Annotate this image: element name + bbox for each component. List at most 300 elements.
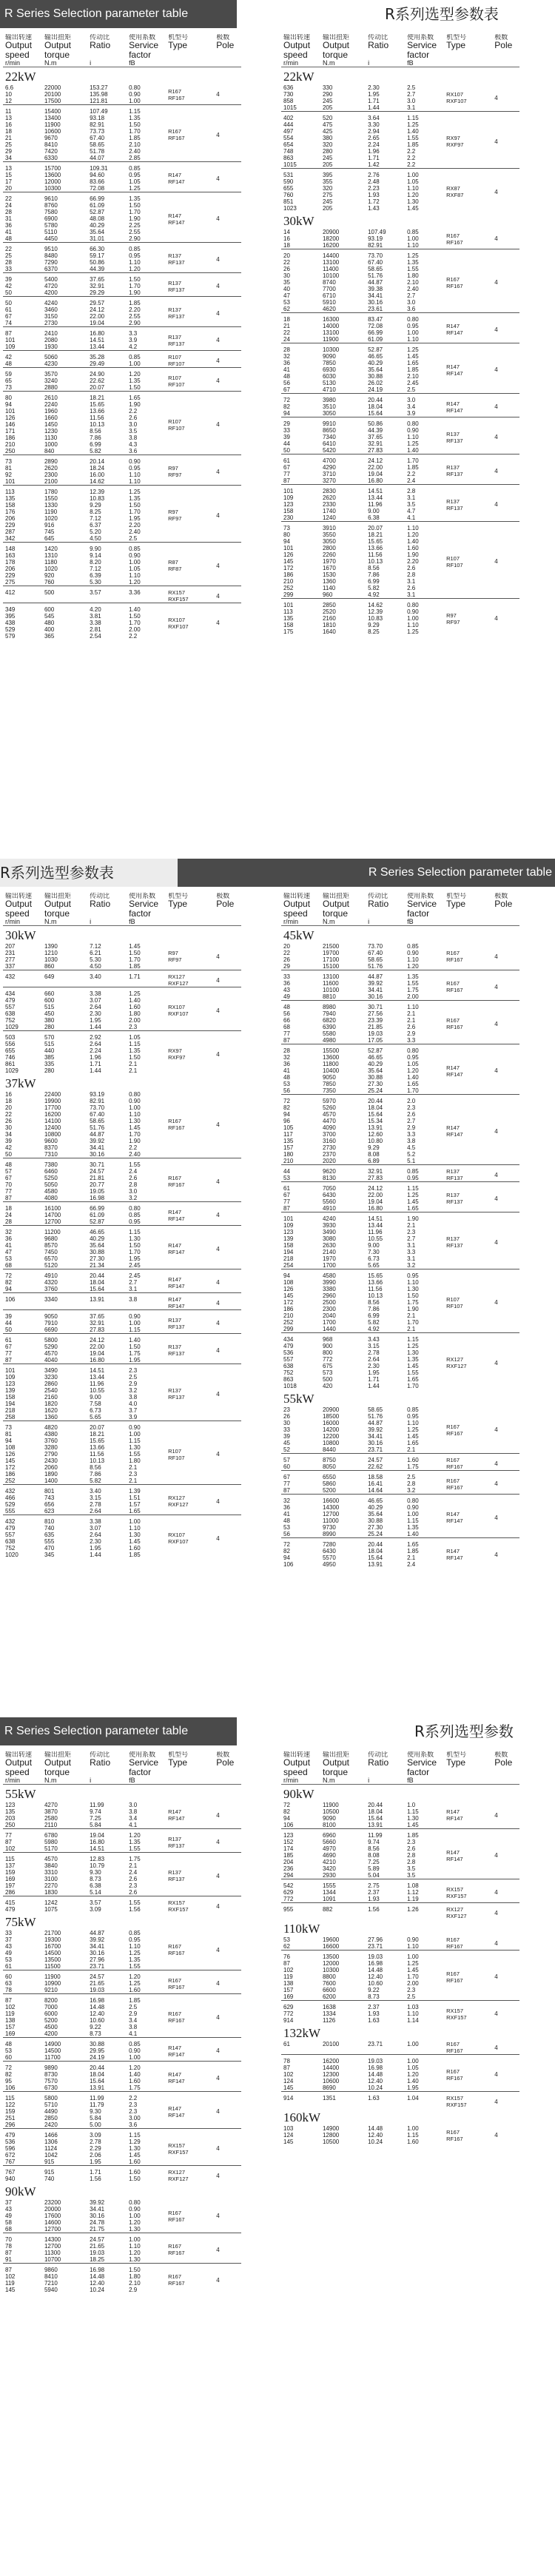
service-factor-cell: 4.0 — [129, 1401, 138, 1407]
service-factor-cell: 1.45 — [129, 943, 141, 950]
service-factor-cell: 0.85 — [407, 1406, 419, 1413]
service-factor-cell: 1.20 — [129, 2250, 141, 2256]
speed-cell: 66 — [283, 1017, 290, 1024]
header-row-units — [3, 60, 241, 67]
table-row — [281, 1044, 519, 1055]
ratio-cell: 21.75 — [90, 2226, 105, 2233]
service-factor-cell: 1.20 — [407, 531, 419, 538]
header-cn-cell: 输出扭矩 — [322, 893, 349, 899]
service-factor-cell: 2.3 — [407, 1987, 416, 1993]
torque-cell: 1620 — [44, 1407, 58, 1414]
service-factor-cell: 2.8 — [407, 1852, 416, 1859]
ratio-cell: 20.14 — [87, 455, 127, 466]
speed-cell: 175 — [283, 628, 294, 635]
pole-cell: 4 — [216, 1811, 220, 1819]
torque-cell: 1970 — [322, 558, 336, 565]
torque-cell: 9090 — [322, 353, 336, 360]
ratio-cell: 2.29 — [90, 2145, 101, 2152]
speed-cell: 432 — [3, 970, 42, 987]
torque-cell: 8370 — [44, 1144, 58, 1151]
torque-cell: 6900 — [44, 215, 58, 222]
header-en-cell: Pole — [494, 41, 513, 50]
speed-cell: 497 — [283, 128, 294, 135]
speed-cell: 101 — [5, 337, 16, 343]
ratio-cell: 7.12 — [90, 943, 101, 950]
header-unit-cell: r/min — [281, 919, 320, 926]
speed-cell: 185 — [283, 1852, 294, 1859]
speed-cell: 554 — [283, 135, 294, 141]
speed-cell: 434 — [281, 1333, 320, 1344]
service-factor-cell: 3.3 — [407, 1131, 416, 1138]
speed-cell: 102 — [283, 1967, 294, 1973]
ratio-cell: 3.15 — [368, 1343, 380, 1349]
model-type-cell: R137 RF137 — [166, 1334, 214, 1364]
service-factor-cell: 1.10 — [405, 522, 444, 532]
header-row-units — [281, 1777, 519, 1785]
speed-cell: 33 — [283, 1426, 290, 1433]
service-factor-cell: 1.30 — [129, 2256, 141, 2263]
service-factor-cell: 1.75 — [407, 1463, 419, 1470]
speed-cell: 638 — [283, 1363, 294, 1369]
service-factor-cell: 0.85 — [127, 243, 166, 253]
pole-cell: 4 — [492, 417, 519, 455]
model-type-cell: RX127 RXF127 — [444, 1903, 492, 1920]
ratio-cell: 15.65 — [90, 1438, 105, 1444]
power-section — [281, 212, 519, 229]
torque-cell: 5290 — [44, 1344, 58, 1350]
speed-cell: 12 — [5, 98, 12, 104]
service-factor-cell: 1.30 — [129, 1444, 141, 1451]
pole-cell: 4 — [214, 2038, 241, 2062]
speed-cell: 159 — [5, 2108, 16, 2115]
torque-cell: 515 — [44, 1041, 55, 1047]
ratio-cell: 11.99 — [87, 2092, 127, 2102]
ratio-cell: 14.51 — [366, 485, 405, 495]
ratio-cell: 66.99 — [87, 192, 127, 203]
torque-cell: 4040 — [44, 1357, 58, 1364]
ratio-cell: 5.89 — [368, 1865, 380, 1872]
service-factor-cell: 1.05 — [407, 2065, 419, 2071]
speed-cell: 61 — [5, 1963, 12, 1970]
model-type-cell: R137 RF137 — [166, 243, 214, 273]
power-section — [281, 1919, 519, 1936]
table-row — [3, 486, 241, 496]
ratio-cell: 93.18 — [90, 115, 105, 121]
ratio-cell: 30.88 — [368, 1074, 383, 1081]
table-row — [3, 1421, 241, 1432]
table-row — [281, 599, 519, 609]
ratio-cell: 10.80 — [368, 1138, 383, 1144]
pole-cell: 4 — [492, 1182, 519, 1212]
torque-cell: 2630 — [322, 1242, 336, 1249]
speed-cell: 158 — [5, 502, 16, 509]
pole-cell: 4 — [214, 162, 241, 192]
service-factor-cell: 1.10 — [129, 1525, 141, 1532]
service-factor-cell: 0.90 — [407, 950, 419, 956]
pole-cell: 4 — [214, 1829, 241, 1853]
service-factor-cell: 1.10 — [407, 1420, 419, 1426]
model-type-cell: RX107 RXF107 — [166, 1515, 214, 1559]
ratio-cell: 16.98 — [368, 2065, 383, 2071]
speed-cell: 26 — [283, 956, 290, 963]
speed-cell: 18 — [5, 128, 12, 135]
torque-cell: 320 — [322, 185, 333, 192]
header-unit-cell: i — [87, 1777, 127, 1785]
torque-cell: 2430 — [44, 1458, 58, 1464]
ratio-cell: 44.87 — [368, 1420, 383, 1426]
speed-cell: 53 — [5, 1255, 12, 1262]
torque-cell: 960 — [322, 591, 333, 598]
ratio-cell: 30.16 — [90, 2213, 105, 2219]
ratio-cell: 73.70 — [90, 1104, 105, 1111]
speed-cell: 36 — [283, 1061, 290, 1067]
speed-cell: 20 — [283, 943, 290, 950]
ratio-cell: 16.80 — [368, 477, 383, 484]
pole-cell: 4 — [492, 1001, 519, 1044]
speed-cell: 752 — [5, 1545, 16, 1552]
service-factor-cell: 1.08 — [405, 1879, 444, 1890]
model-type-cell: RX157 RXF157 — [444, 1879, 492, 1903]
torque-cell: 10100 — [322, 272, 340, 279]
model-type-cell: R137 RF137 — [444, 1182, 492, 1212]
ratio-cell: 1.56 — [90, 2176, 101, 2182]
speed-cell: 48 — [281, 1001, 320, 1011]
ratio-cell: 30.88 — [368, 1517, 383, 1524]
torque-cell: 8200 — [42, 1994, 87, 2005]
service-factor-cell: 1.40 — [407, 538, 419, 545]
service-factor-cell: 0.90 — [127, 1421, 166, 1432]
speed-cell: 72 — [3, 2062, 42, 2072]
ratio-cell: 82.91 — [368, 242, 383, 249]
header-unit-cell — [444, 60, 492, 67]
speed-cell: 22 — [3, 243, 42, 253]
service-factor-cell: 1.70 — [129, 1131, 141, 1138]
ratio-cell: 2.30 — [368, 1363, 380, 1369]
speed-cell: 503 — [3, 1031, 42, 1042]
speed-cell: 172 — [5, 1464, 16, 1471]
ratio-cell: 5.84 — [90, 1822, 101, 1828]
ratio-cell: 34.41 — [368, 987, 383, 993]
speed-cell: 57 — [281, 1454, 320, 1464]
service-factor-cell: 1.00 — [129, 1431, 141, 1438]
ratio-cell: 9.22 — [90, 2024, 101, 2030]
header-en-cell: Ratio — [90, 1758, 111, 1768]
ratio-cell: 94.60 — [90, 172, 105, 178]
model-type-cell: R167 RF167 — [444, 1471, 492, 1495]
speed-cell: 180 — [283, 1151, 294, 1158]
torque-cell: 14300 — [322, 1504, 340, 1511]
header-cn-cell: 极数 — [216, 1751, 230, 1758]
torque-cell: 15700 — [42, 162, 87, 172]
torque-cell: 13100 — [320, 970, 366, 981]
header-unit-cell: N.m — [320, 60, 366, 67]
speed-cell: 135 — [5, 495, 16, 502]
torque-cell: 11300 — [44, 2250, 61, 2256]
speed-cell: 36 — [283, 360, 290, 366]
speed-cell: 629 — [281, 2001, 320, 2011]
torque-cell: 4980 — [322, 1037, 336, 1044]
speed-cell: 94 — [5, 401, 12, 408]
ratio-cell: 1.71 — [368, 155, 380, 161]
power-section — [3, 926, 241, 944]
pole-cell: 4 — [214, 970, 241, 987]
service-factor-cell: 2.10 — [129, 2280, 141, 2287]
service-factor-cell: 1.00 — [127, 2233, 166, 2244]
header-cn-cell: 极数 — [216, 34, 230, 41]
service-factor-cell: 2.8 — [407, 1859, 416, 1865]
service-factor-cell: 1.00 — [129, 2054, 141, 2061]
header-en-cell: Output torque — [44, 41, 72, 60]
header-unit-cell: fB — [405, 1777, 444, 1785]
torque-cell: 12300 — [322, 2071, 340, 2078]
speed-cell: 555 — [5, 1508, 16, 1515]
service-factor-cell: 1.60 — [405, 1454, 444, 1464]
service-factor-cell: 1.20 — [127, 368, 166, 378]
ratio-cell: 30.88 — [368, 373, 383, 380]
ratio-cell: 67.40 — [368, 259, 383, 266]
torque-cell: 6200 — [322, 1993, 336, 2000]
service-factor-cell: 3.5 — [407, 1872, 416, 1879]
service-factor-cell: 1.65 — [129, 1508, 141, 1515]
header-row-cn — [3, 1751, 241, 1758]
speed-cell: 26 — [283, 1413, 290, 1420]
torque-cell: 12700 — [44, 2243, 61, 2250]
speed-cell: 22 — [5, 1111, 12, 1118]
service-factor-cell: 2.2 — [407, 471, 416, 477]
speed-cell: 123 — [281, 1829, 320, 1839]
speed-cell: 106 — [3, 1293, 42, 1310]
torque-cell: 20900 — [322, 229, 340, 235]
speed-cell: 16 — [5, 1091, 12, 1098]
header-cn-cell: 传动比 — [368, 34, 388, 41]
speed-cell: 91 — [5, 2256, 12, 2263]
torque-cell: 275 — [322, 192, 333, 198]
torque-cell: 15100 — [322, 963, 340, 970]
pole-cell: 4 — [492, 1269, 519, 1333]
power-rating-label: 160kW — [283, 2110, 321, 2124]
service-factor-cell: 2.1 — [407, 1222, 416, 1229]
ratio-cell: 18.21 — [87, 392, 127, 402]
ratio-cell: 13.91 — [90, 2084, 105, 2091]
speed-cell: 119 — [5, 2280, 15, 2287]
speed-cell: 41 — [5, 1242, 12, 1249]
table-row — [281, 970, 519, 981]
ratio-cell: 14.48 — [368, 2071, 383, 2078]
model-type-cell: R147 RF147 — [166, 1226, 214, 1269]
service-factor-cell: 1.80 — [407, 272, 419, 279]
header-en-cell: Output speed — [5, 899, 33, 919]
model-type-cell: R167 RF167 — [166, 1970, 214, 1994]
service-factor-cell: 2.55 — [129, 229, 141, 235]
ratio-cell: 40.29 — [368, 1504, 383, 1511]
ratio-cell: 4.92 — [368, 591, 380, 598]
speed-cell: 42 — [5, 283, 12, 289]
speed-cell: 45 — [283, 1440, 290, 1446]
speed-cell: 73 — [3, 1421, 42, 1432]
speed-cell: 299 — [283, 591, 294, 598]
speed-cell: 29 — [5, 148, 12, 155]
header-row-units — [3, 919, 241, 926]
speed-cell: 39 — [5, 1138, 12, 1144]
table-row — [3, 1802, 241, 1808]
torque-cell: 9050 — [322, 1074, 336, 1081]
pole-cell: 4 — [216, 1946, 220, 1953]
service-factor-cell: 2.20 — [407, 558, 419, 565]
torque-cell: 9620 — [320, 1165, 366, 1175]
torque-cell: 840 — [44, 448, 55, 455]
ratio-cell: 10.24 — [368, 2139, 383, 2145]
torque-cell: 573 — [322, 1369, 333, 1376]
speed-cell: 1015 — [283, 104, 297, 111]
selection-table — [3, 1751, 241, 2293]
model-type-cell: R137 RF137 — [444, 455, 492, 485]
service-factor-cell: 1.30 — [129, 2145, 141, 2152]
torque-cell: 1400 — [44, 1477, 58, 1484]
service-factor-cell: 3.0 — [405, 394, 444, 404]
speed-cell: 44 — [283, 440, 290, 447]
pole-cell: 4 — [214, 586, 241, 603]
torque-cell: 15500 — [320, 1044, 366, 1055]
service-factor-cell: 1.71 — [127, 970, 166, 987]
ratio-cell: 24.19 — [90, 2054, 105, 2061]
header-cn-cell: 极数 — [494, 1751, 508, 1758]
speed-cell: 432 — [3, 1515, 42, 1526]
speed-cell: 50 — [3, 297, 42, 307]
pole-cell: 4 — [214, 2129, 241, 2166]
service-factor-cell: 2.1 — [129, 1464, 138, 1471]
service-factor-cell: 2.3 — [127, 1364, 166, 1375]
torque-cell: 14300 — [42, 2233, 87, 2244]
ratio-cell: 67.40 — [368, 950, 383, 956]
speed-cell: 186 — [283, 571, 294, 578]
pole-cell: 4 — [214, 1421, 241, 1485]
speed-cell: 152 — [283, 1839, 294, 1845]
speed-cell: 37 — [5, 1936, 12, 1943]
ratio-cell: 11.79 — [90, 2102, 104, 2108]
ratio-cell: 1.56 — [366, 1903, 405, 1920]
speed-cell: 106 — [283, 1561, 294, 1568]
ratio-cell: 82.91 — [90, 1098, 105, 1104]
ratio-cell: 44.39 — [90, 266, 105, 272]
speed-cell: 636 — [283, 84, 294, 91]
torque-cell: 7050 — [320, 1182, 366, 1193]
model-type-cell: R147 RF147 — [444, 1538, 492, 1569]
service-factor-cell: 1.60 — [407, 2139, 419, 2145]
ratio-cell: 19.04 — [368, 471, 383, 477]
service-factor-cell: 1.45 — [407, 205, 419, 212]
torque-cell: 205 — [322, 104, 333, 111]
speed-cell: 172 — [283, 565, 294, 571]
service-factor-cell: 2.90 — [129, 320, 141, 326]
speed-cell: 479 — [3, 2129, 42, 2139]
ratio-cell: 20.44 — [368, 1802, 383, 1808]
ratio-cell: 1.72 — [368, 198, 380, 205]
table-row — [3, 1930, 241, 1936]
ratio-cell: 19.03 — [368, 1030, 383, 1037]
ratio-cell: 21.81 — [90, 1175, 105, 1181]
service-factor-cell: 3.6 — [407, 306, 416, 312]
pole-cell: 4 — [214, 1994, 241, 2038]
service-factor-cell: 0.80 — [405, 599, 444, 609]
speed-cell: 15 — [5, 172, 12, 178]
pole-cell: 4 — [494, 94, 498, 101]
torque-cell: 22400 — [44, 1091, 61, 1098]
speed-cell: 229 — [5, 522, 16, 529]
header-cn-cell: 使用系数 — [407, 34, 434, 41]
ratio-cell: 10.83 — [368, 615, 383, 622]
service-factor-cell: 0.95 — [129, 465, 141, 472]
speed-cell: 194 — [5, 1401, 16, 1407]
speed-cell: 206 — [5, 566, 16, 572]
ratio-cell: 135.98 — [90, 91, 108, 98]
speed-cell: 32 — [3, 1226, 42, 1236]
service-factor-cell: 2.10 — [407, 373, 419, 380]
ratio-cell: 30.16 — [90, 1151, 105, 1158]
ratio-cell: 1.93 — [368, 1896, 380, 1902]
model-type-cell: R167 RF167 — [166, 1994, 214, 2038]
table-row — [281, 1936, 519, 1943]
speed-cell: 43 — [5, 1943, 12, 1950]
power-rating-label: 22kW — [283, 70, 314, 84]
header-en-cell: Service factor — [129, 41, 159, 60]
service-factor-cell: 0.95 — [407, 1054, 419, 1061]
speed-cell: 36 — [283, 1504, 290, 1511]
ratio-cell: 9.14 — [90, 552, 101, 559]
speed-cell: 395 — [5, 613, 16, 620]
service-factor-cell: 1.75 — [129, 2084, 141, 2091]
speed-cell: 39 — [283, 1433, 290, 1440]
torque-cell: 13500 — [44, 1956, 61, 1963]
torque-cell: 3050 — [322, 410, 336, 417]
torque-cell: 10700 — [44, 2256, 61, 2263]
header-cn-cell: 机型号 — [446, 34, 467, 41]
torque-cell: 400 — [44, 626, 55, 633]
service-factor-cell: 1.70 — [407, 1383, 419, 1389]
table-row — [281, 2001, 519, 2011]
service-factor-cell: 1.40 — [407, 1074, 419, 1081]
model-type-cell: R147 RF147 — [166, 2092, 214, 2129]
ratio-cell: 11.99 — [366, 1829, 405, 1839]
selection-table — [3, 34, 241, 640]
table-row — [3, 1226, 241, 1236]
ratio-cell: 15.34 — [368, 1118, 383, 1124]
torque-cell: 1351 — [320, 2092, 366, 2109]
service-factor-cell: 1.10 — [407, 336, 419, 343]
model-type-cell: R147 RF147 — [166, 1202, 214, 1226]
ratio-cell: 6.37 — [90, 522, 101, 529]
ratio-cell: 6.21 — [90, 950, 101, 956]
speed-cell: 49 — [5, 1950, 12, 1956]
ratio-cell: 16.80 — [87, 327, 127, 338]
ratio-cell: 21.85 — [368, 1024, 383, 1030]
header-cn-cell: 机型号 — [446, 893, 467, 899]
pole-cell: 4 — [492, 394, 519, 417]
speed-cell: 18 — [5, 1098, 12, 1104]
speed-cell: 109 — [283, 494, 294, 501]
pole-cell: 4 — [492, 485, 519, 522]
speed-cell: 169 — [5, 1876, 16, 1882]
pole-cell: 4 — [492, 112, 519, 169]
ratio-cell: 1.93 — [368, 192, 380, 198]
pole-cell: 4 — [214, 1896, 241, 1913]
speed-cell: 287 — [5, 529, 16, 535]
speed-cell: 172 — [283, 1299, 294, 1306]
speed-cell: 41 — [283, 366, 290, 373]
header-en-cell: Ratio — [368, 41, 389, 50]
service-factor-cell: 2.6 — [407, 1024, 416, 1030]
table-row — [281, 1212, 519, 1223]
torque-cell: 2040 — [322, 1312, 336, 1319]
